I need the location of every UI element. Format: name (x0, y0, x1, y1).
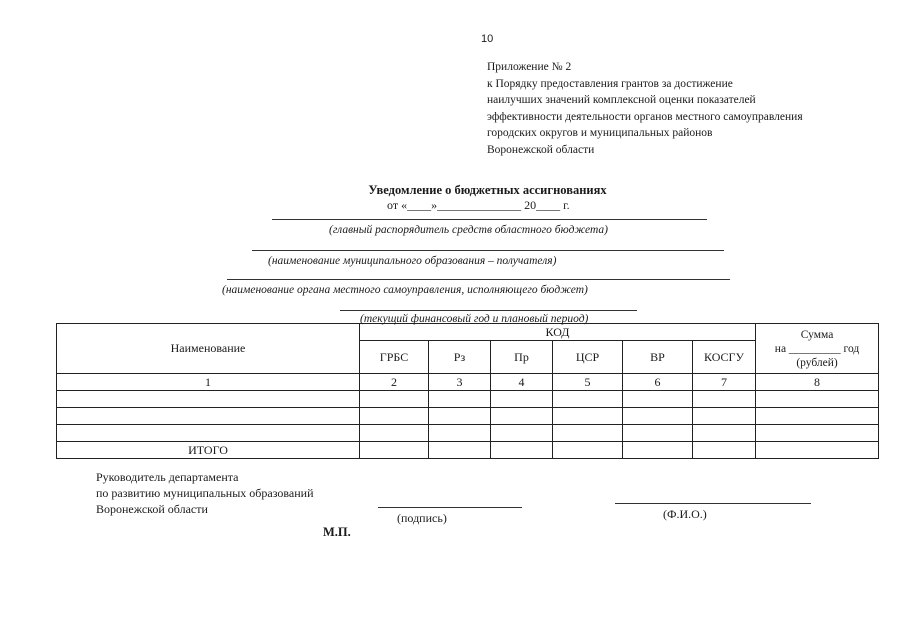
field-underline (272, 219, 707, 220)
total-label: ИТОГО (57, 442, 360, 459)
column-number: 5 (553, 374, 623, 391)
appendix-line: наилучших значений комплексной оценки показателей (487, 94, 756, 107)
header-rz: Рз (429, 341, 491, 374)
sum-year: на _________ год (774, 342, 860, 355)
total-row (57, 442, 879, 459)
appendix-line: Воронежской области (487, 143, 595, 156)
field-caption-authority: (наименование органа местного самоуправления, исполняющего бюджет) (222, 284, 588, 296)
header-vr: ВР (623, 341, 693, 374)
signature-line (378, 507, 522, 508)
header-kosgu: КОСГУ (693, 341, 756, 374)
field-underline (252, 250, 724, 251)
header-grbs: ГРБС (360, 341, 429, 374)
document-title: Уведомление о бюджетных ассигнованиях (368, 183, 607, 197)
name-caption: (Ф.И.О.) (663, 507, 707, 521)
column-number: 7 (693, 374, 756, 391)
field-caption-period: (текущий финансовый год и плановый период) (360, 313, 589, 325)
field-caption-municipality: (наименование муниципального образования – получателя) (268, 255, 557, 267)
page-number: 10 (481, 33, 494, 45)
appendix-line: к Порядку предоставления грантов за достижение (487, 77, 733, 90)
field-underline (340, 310, 637, 311)
appendix-line: Приложение № 2 (487, 61, 572, 73)
column-number: 4 (491, 374, 553, 391)
field-underline (227, 279, 730, 280)
signatory-position (96, 469, 314, 517)
header-code: КОД (360, 324, 756, 341)
appendix-header (487, 59, 803, 159)
column-number: 2 (360, 374, 429, 391)
sum-title: Сумма (800, 328, 834, 341)
field-caption-distributor: (главный распорядитель средств областного бюджета) (329, 224, 609, 236)
header-csr: ЦСР (553, 341, 623, 374)
sum-unit: (рублей) (796, 356, 838, 369)
name-line (615, 503, 811, 504)
position-line: Руководитель департамента (96, 470, 239, 484)
table-row (57, 408, 879, 425)
column-number: 1 (57, 374, 360, 391)
date-line: от «____»______________ 20____ г. (387, 198, 570, 212)
signature-caption: (подпись) (397, 511, 447, 525)
position-line: по развитию муниципальных образований (96, 486, 314, 500)
column-number: 6 (623, 374, 693, 391)
table-row (57, 425, 879, 442)
stamp-place: М.П. (323, 525, 351, 539)
column-number: 8 (756, 374, 879, 391)
header-name: Наименование (57, 324, 360, 374)
header-pr: Пр (491, 341, 553, 374)
table-row (57, 391, 879, 408)
column-number: 3 (429, 374, 491, 391)
position-line: Воронежской области (96, 502, 208, 516)
appendix-line: эффективности деятельности органов местного самоуправления (487, 110, 803, 123)
budget-table (56, 323, 879, 459)
appendix-line: городских округов и муниципальных районов (487, 127, 713, 140)
header-sum (756, 324, 879, 374)
